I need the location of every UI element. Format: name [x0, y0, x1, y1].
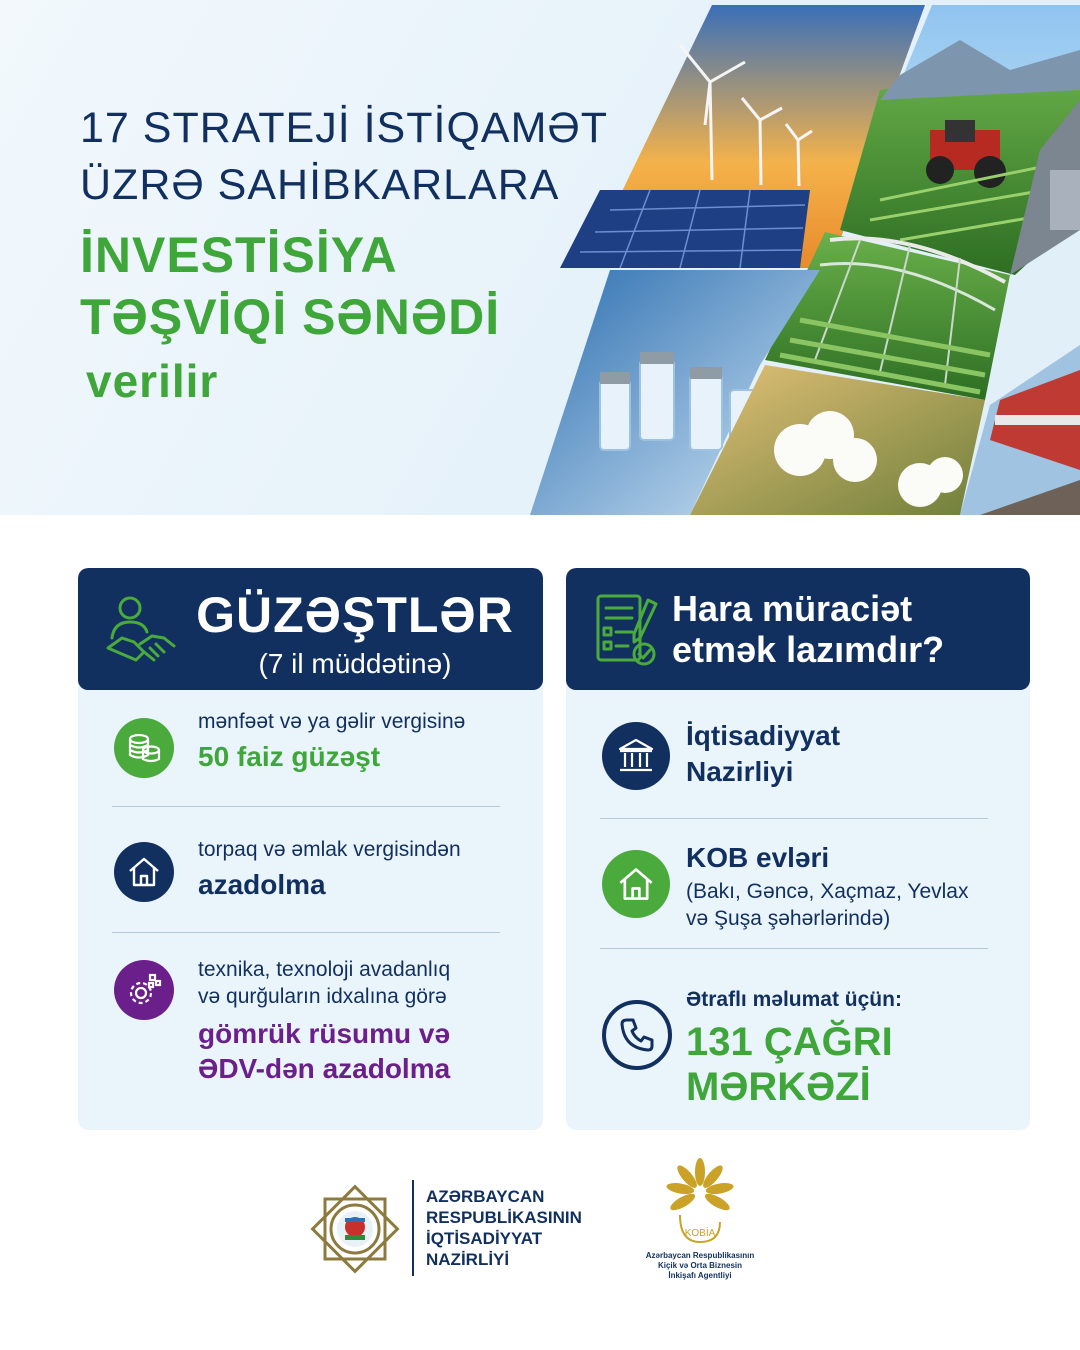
- kobia-caption-3: İnkişafı Agentliyi: [668, 1271, 732, 1280]
- apply-text-1: [686, 718, 840, 790]
- gear-tech-icon: [114, 960, 174, 1020]
- apply-title-1: Hara müraciət: [672, 588, 913, 629]
- call-title: Ətraflı məlumat üçün:: [686, 988, 902, 1011]
- ministry-name: [426, 1186, 596, 1270]
- kobia-logo-text: KOBİA: [684, 1228, 716, 1239]
- benefit-2-big: azadolma: [198, 869, 326, 900]
- benefit-3-small-2: və qurğuların idxalına görə: [198, 985, 447, 1008]
- apply-header: [566, 568, 1030, 690]
- benefit-2-small: torpaq və əmlak vergisindən: [198, 838, 461, 861]
- hero-green-1: İNVESTİSİYA: [80, 227, 398, 283]
- apply-title-2: etmək lazımdır?: [672, 629, 945, 670]
- hero-banner: [0, 0, 1080, 515]
- apply-1-big-1: İqtisadiyyat: [686, 720, 841, 751]
- phone-icon: [602, 1000, 672, 1070]
- benefit-3-big-1: gömrük rüsumu və: [198, 1018, 451, 1049]
- benefit-text-2: [198, 836, 461, 903]
- bank-building-icon: [602, 722, 670, 790]
- benefit-3-small-1: texnika, texnoloji avadanlıq: [198, 958, 451, 981]
- benefits-card: [78, 568, 543, 1130]
- ministry-line-1: AZƏRBAYCAN: [426, 1187, 545, 1206]
- ministry-emblem-icon: [306, 1180, 404, 1278]
- ministry-logo: [306, 1180, 596, 1280]
- benefit-1-small: mənfəət və ya gəlir vergisinə: [198, 710, 466, 733]
- ministry-line-2: RESPUBLİKASININ: [426, 1208, 582, 1227]
- divider: [600, 948, 988, 949]
- apply-title: [672, 588, 1022, 670]
- divider: [600, 818, 988, 819]
- coins-icon: [114, 718, 174, 778]
- apply-2-big: KOB evləri: [686, 842, 830, 873]
- apply-card: [566, 568, 1030, 1130]
- hero-green-2: TƏŞVİQİ SƏNƏDİ: [80, 289, 501, 345]
- kobia-flower-icon: [666, 1158, 735, 1213]
- benefit-text-3: [198, 956, 450, 1086]
- hero-line-2: ÜZRƏ SAHİBKARLARA: [80, 161, 560, 209]
- divider: [112, 806, 500, 807]
- benefit-1-big: 50 faiz güzəşt: [198, 741, 381, 772]
- benefits-title: GÜZƏŞTLƏR: [196, 587, 514, 643]
- house-icon: [114, 842, 174, 902]
- ministry-line-3: İQTİSADİYYAT: [426, 1229, 543, 1248]
- divider: [112, 932, 500, 933]
- hero-green-3: verilir: [86, 355, 219, 407]
- handshake-person-icon: [100, 590, 180, 670]
- benefits-header: [78, 568, 543, 690]
- hero-line-1: 17 STRATEJİ İSTİQAMƏT: [80, 104, 609, 152]
- benefits-subtitle: (7 il müddətinə): [258, 648, 452, 679]
- call-center-number: 131 ÇAĞRI MƏRKƏZİ: [686, 1020, 893, 1109]
- benefit-text-1: [198, 708, 465, 775]
- document-checklist-icon: [590, 590, 670, 670]
- kobia-caption-2: Kiçik və Orta Biznesin: [657, 1261, 743, 1270]
- logo-divider: [412, 1180, 414, 1276]
- hero-title: [80, 100, 608, 412]
- call-text: [686, 988, 1030, 1110]
- apply-1-big-2: Nazirliyi: [686, 756, 794, 787]
- kobia-caption: [632, 1251, 768, 1281]
- house-icon: [602, 850, 670, 918]
- apply-text-2: [686, 840, 968, 932]
- ministry-line-4: NAZİRLİYİ: [426, 1250, 510, 1269]
- benefit-3-big-2: ƏDV-dən azadolma: [198, 1053, 451, 1084]
- apply-2-small-2: və Şuşa şəhərlərində): [686, 907, 891, 930]
- apply-2-small-1: (Bakı, Gəncə, Xaçmaz, Yevlax: [686, 880, 969, 903]
- kobia-caption-1: Azərbaycan Respublikasının: [645, 1251, 755, 1260]
